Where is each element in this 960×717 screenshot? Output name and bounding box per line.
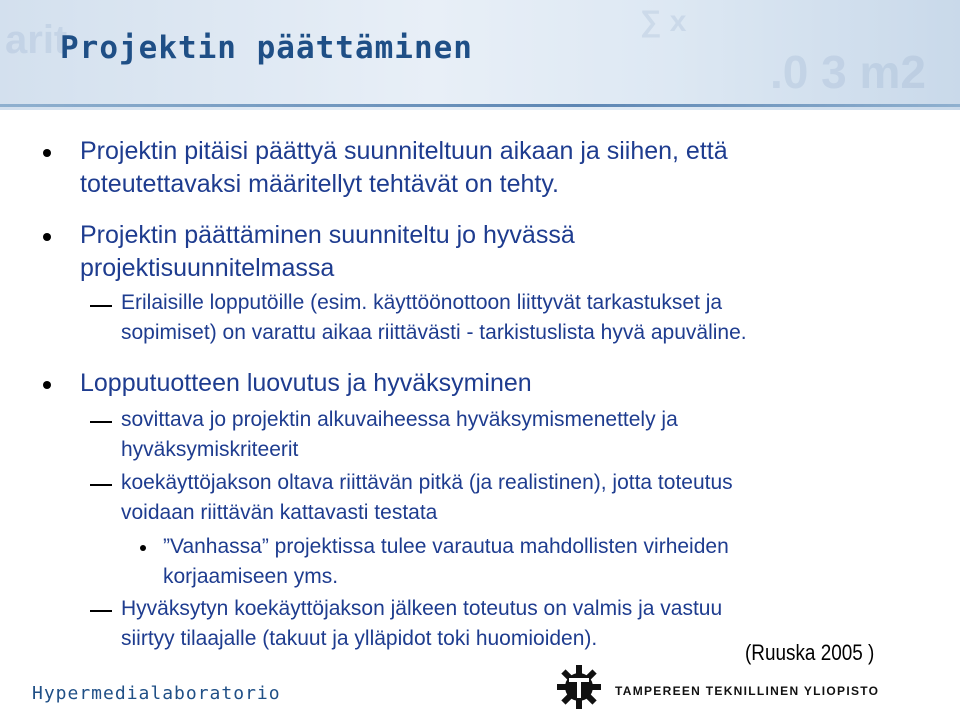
- decorative-background-text: ∑ x: [640, 5, 687, 38]
- dash-marker: [90, 421, 112, 423]
- bullet-2-sub-1-line-1: Erilaisille lopputöille (esim. käyttöönottoon liittyvät tarkastukset ja: [121, 291, 723, 314]
- bullet-3-sub-3-line-1: Hyväksytyn koekäyttöjakson jälkeen toteutus on valmis ja vastuu: [121, 597, 723, 620]
- dash-marker: [90, 305, 112, 307]
- bullet-1: [80, 135, 930, 201]
- bullet-dot: [43, 233, 51, 241]
- decorative-background-text: .0 3 m2: [770, 46, 926, 98]
- decorative-background-text: arit: [5, 18, 68, 62]
- gear-logo-icon: [556, 664, 602, 710]
- footer-university-name: TAMPEREEN TEKNILLINEN YLIOPISTO: [615, 684, 880, 698]
- bullet-2: [80, 219, 930, 285]
- bullet-3-sub-2-sub-1: [163, 532, 923, 592]
- bullet-3-sub-2-line-2: voidaan riittävän kattavasti testata: [121, 501, 438, 524]
- dash-marker: [90, 484, 112, 486]
- bullet-3-sub-2-sub-1-line-1: ”Vanhassa” projektissa tulee varautua mahdollisten virheiden: [163, 535, 729, 558]
- footer-lab-name: Hypermedialaboratorio: [32, 683, 281, 704]
- bullet-3-line-1: Lopputuotteen luovutus ja hyväksyminen: [80, 369, 532, 397]
- bullet-dot: [43, 381, 51, 389]
- bullet-3-sub-1: [121, 405, 921, 465]
- bullet-3-sub-2: [121, 468, 921, 528]
- slide-title: Projektin päättäminen: [60, 30, 473, 66]
- dash-marker: [90, 610, 112, 612]
- bullet-1-line-1: Projektin pitäisi päättyä suunniteltuun aikaan ja siihen, että: [80, 137, 728, 165]
- bullet-1-line-2: toteutettavaksi määritellyt tehtävät on tehty.: [80, 170, 559, 198]
- bullet-3-sub-3-line-2: siirtyy tilaajalle (takuut ja ylläpidot toki huomioiden).: [121, 627, 598, 650]
- bullet-2-sub-1: [121, 288, 921, 348]
- bullet-3-sub-2-sub-1-line-2: korjaamiseen yms.: [163, 565, 339, 588]
- bullet-dot: [43, 149, 51, 157]
- citation: (Ruuska 2005 ): [745, 640, 875, 665]
- header-divider: [0, 104, 960, 107]
- bullet-3-sub-1-line-2: hyväksymiskriteerit: [121, 438, 299, 461]
- bullet-3-sub-1-line-1: sovittava jo projektin alkuvaiheessa hyväksymismenettely ja: [121, 408, 678, 431]
- bullet-3: [80, 367, 930, 400]
- bullet-2-line-1: Projektin päättäminen suunniteltu jo hyvässä: [80, 221, 575, 249]
- sub-bullet-dot: [140, 545, 146, 551]
- bullet-2-sub-1-line-2: sopimiset) on varattu aikaa riittävästi - tarkistuslista hyvä apuväline.: [121, 321, 747, 344]
- bullet-2-line-2: projektisuunnitelmassa: [80, 254, 335, 282]
- header-banner: [0, 0, 960, 110]
- bullet-3-sub-2-line-1: koekäyttöjakson oltava riittävän pitkä (ja realistinen), jotta toteutus: [121, 471, 733, 494]
